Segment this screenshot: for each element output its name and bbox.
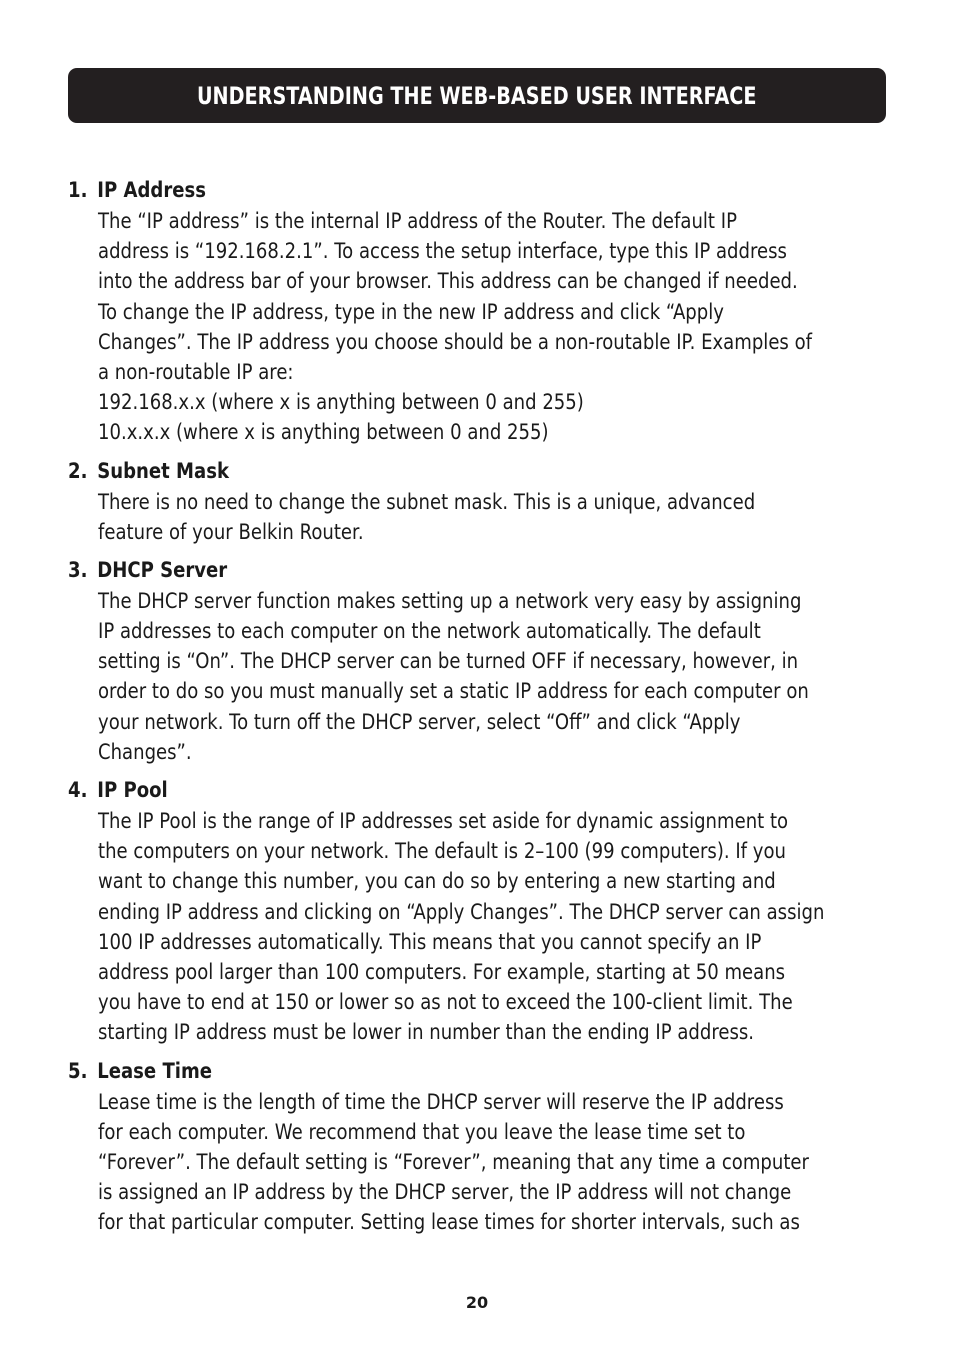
page-number: 20 <box>465 1293 489 1312</box>
section-number: 3. <box>68 557 88 582</box>
body-line: setting is “On”. The DHCP server can be turned OFF if necessary, however, in <box>98 649 799 674</box>
section-title: IP Pool <box>97 778 168 802</box>
section-subnet-mask <box>68 456 898 547</box>
body-line: feature of your Belkin Router. <box>98 519 364 544</box>
body-line: starting IP address must be lower in number than the ending IP address. <box>98 1020 755 1045</box>
body-line: 192.168.x.x (where x is anything between 0 and 255) <box>98 390 584 415</box>
body-line: you have to end at 150 or lower so as not to exceed the 100-client limit. The <box>98 990 793 1015</box>
section-body <box>98 487 829 547</box>
body-line: “Forever”. The default setting is “Forever”, meaning that any time a computer <box>98 1149 809 1174</box>
section-ip-address <box>68 175 898 448</box>
section-body <box>98 1087 829 1238</box>
section-lease-time <box>68 1056 898 1238</box>
section-number: 2. <box>68 458 88 483</box>
section-title: DHCP Server <box>97 557 228 582</box>
section-heading <box>68 175 782 206</box>
section-heading <box>68 456 782 487</box>
section-body <box>98 806 829 1048</box>
section-number: 4. <box>68 778 88 802</box>
body-line: for each computer. We recommend that you leave the lease time set to <box>98 1119 746 1144</box>
section-number: 5. <box>68 1058 88 1083</box>
section-ip-pool <box>68 775 898 1048</box>
section-body <box>98 586 829 767</box>
body-line: your network. To turn off the DHCP server, select “Off” and click “Apply <box>98 709 741 734</box>
body-line: address pool larger than 100 computers. For example, starting at 50 means <box>98 959 786 984</box>
section-title: IP Address <box>97 178 206 202</box>
body-line: Lease time is the length of time the DHCP server will reserve the IP address <box>98 1089 784 1114</box>
body-line: order to do so you must manually set a static IP address for each computer on <box>98 679 809 704</box>
section-title: Lease Time <box>97 1058 213 1083</box>
body-line: 100 IP addresses automatically. This means that you cannot specify an IP <box>98 929 762 954</box>
section-heading <box>68 775 782 806</box>
section-banner <box>68 68 886 123</box>
section-heading <box>68 555 782 586</box>
body-line: ending IP address and clicking on “Apply Changes”. The DHCP server can assign <box>98 899 825 924</box>
body-line: for that particular computer. Setting lease times for shorter intervals, such as <box>98 1210 800 1235</box>
body-line: the computers on your network. The default is 2–100 (99 computers). If you <box>98 839 786 864</box>
body-line: into the address bar of your browser. This address can be changed if needed. <box>98 269 798 294</box>
body-line: IP addresses to each computer on the network automatically. The default <box>98 619 761 644</box>
body-line: The IP Pool is the range of IP addresses set aside for dynamic assignment to <box>98 809 789 833</box>
main-content <box>68 175 898 1245</box>
body-line: is assigned an IP address by the DHCP server, the IP address will not change <box>98 1180 792 1205</box>
body-line: Changes”. The IP address you choose should be a non-routable IP. Examples of <box>98 329 812 354</box>
section-body <box>98 206 829 448</box>
section-title: Subnet Mask <box>97 458 229 483</box>
body-line: Changes”. <box>98 739 192 764</box>
body-line: To change the IP address, type in the new IP address and click “Apply <box>98 299 724 324</box>
page-title: UNDERSTANDING THE WEB-BASED USER INTERFACE <box>197 81 757 110</box>
section-heading <box>68 1056 782 1087</box>
body-line: 10.x.x.x (where x is anything between 0 and 255) <box>98 420 549 445</box>
body-line: The DHCP server function makes setting up a network very easy by assigning <box>98 588 802 613</box>
section-dhcp-server <box>68 555 898 767</box>
body-line: want to change this number, you can do so by entering a new starting and <box>98 869 776 894</box>
body-line: There is no need to change the subnet mask. This is a unique, advanced <box>98 489 756 514</box>
body-line: a non-routable IP are: <box>98 359 294 384</box>
body-line: The “IP address” is the internal IP address of the Router. The default IP <box>98 209 737 233</box>
section-number: 1. <box>68 178 88 202</box>
body-line: address is “192.168.2.1”. To access the setup interface, type this IP address <box>98 239 787 264</box>
